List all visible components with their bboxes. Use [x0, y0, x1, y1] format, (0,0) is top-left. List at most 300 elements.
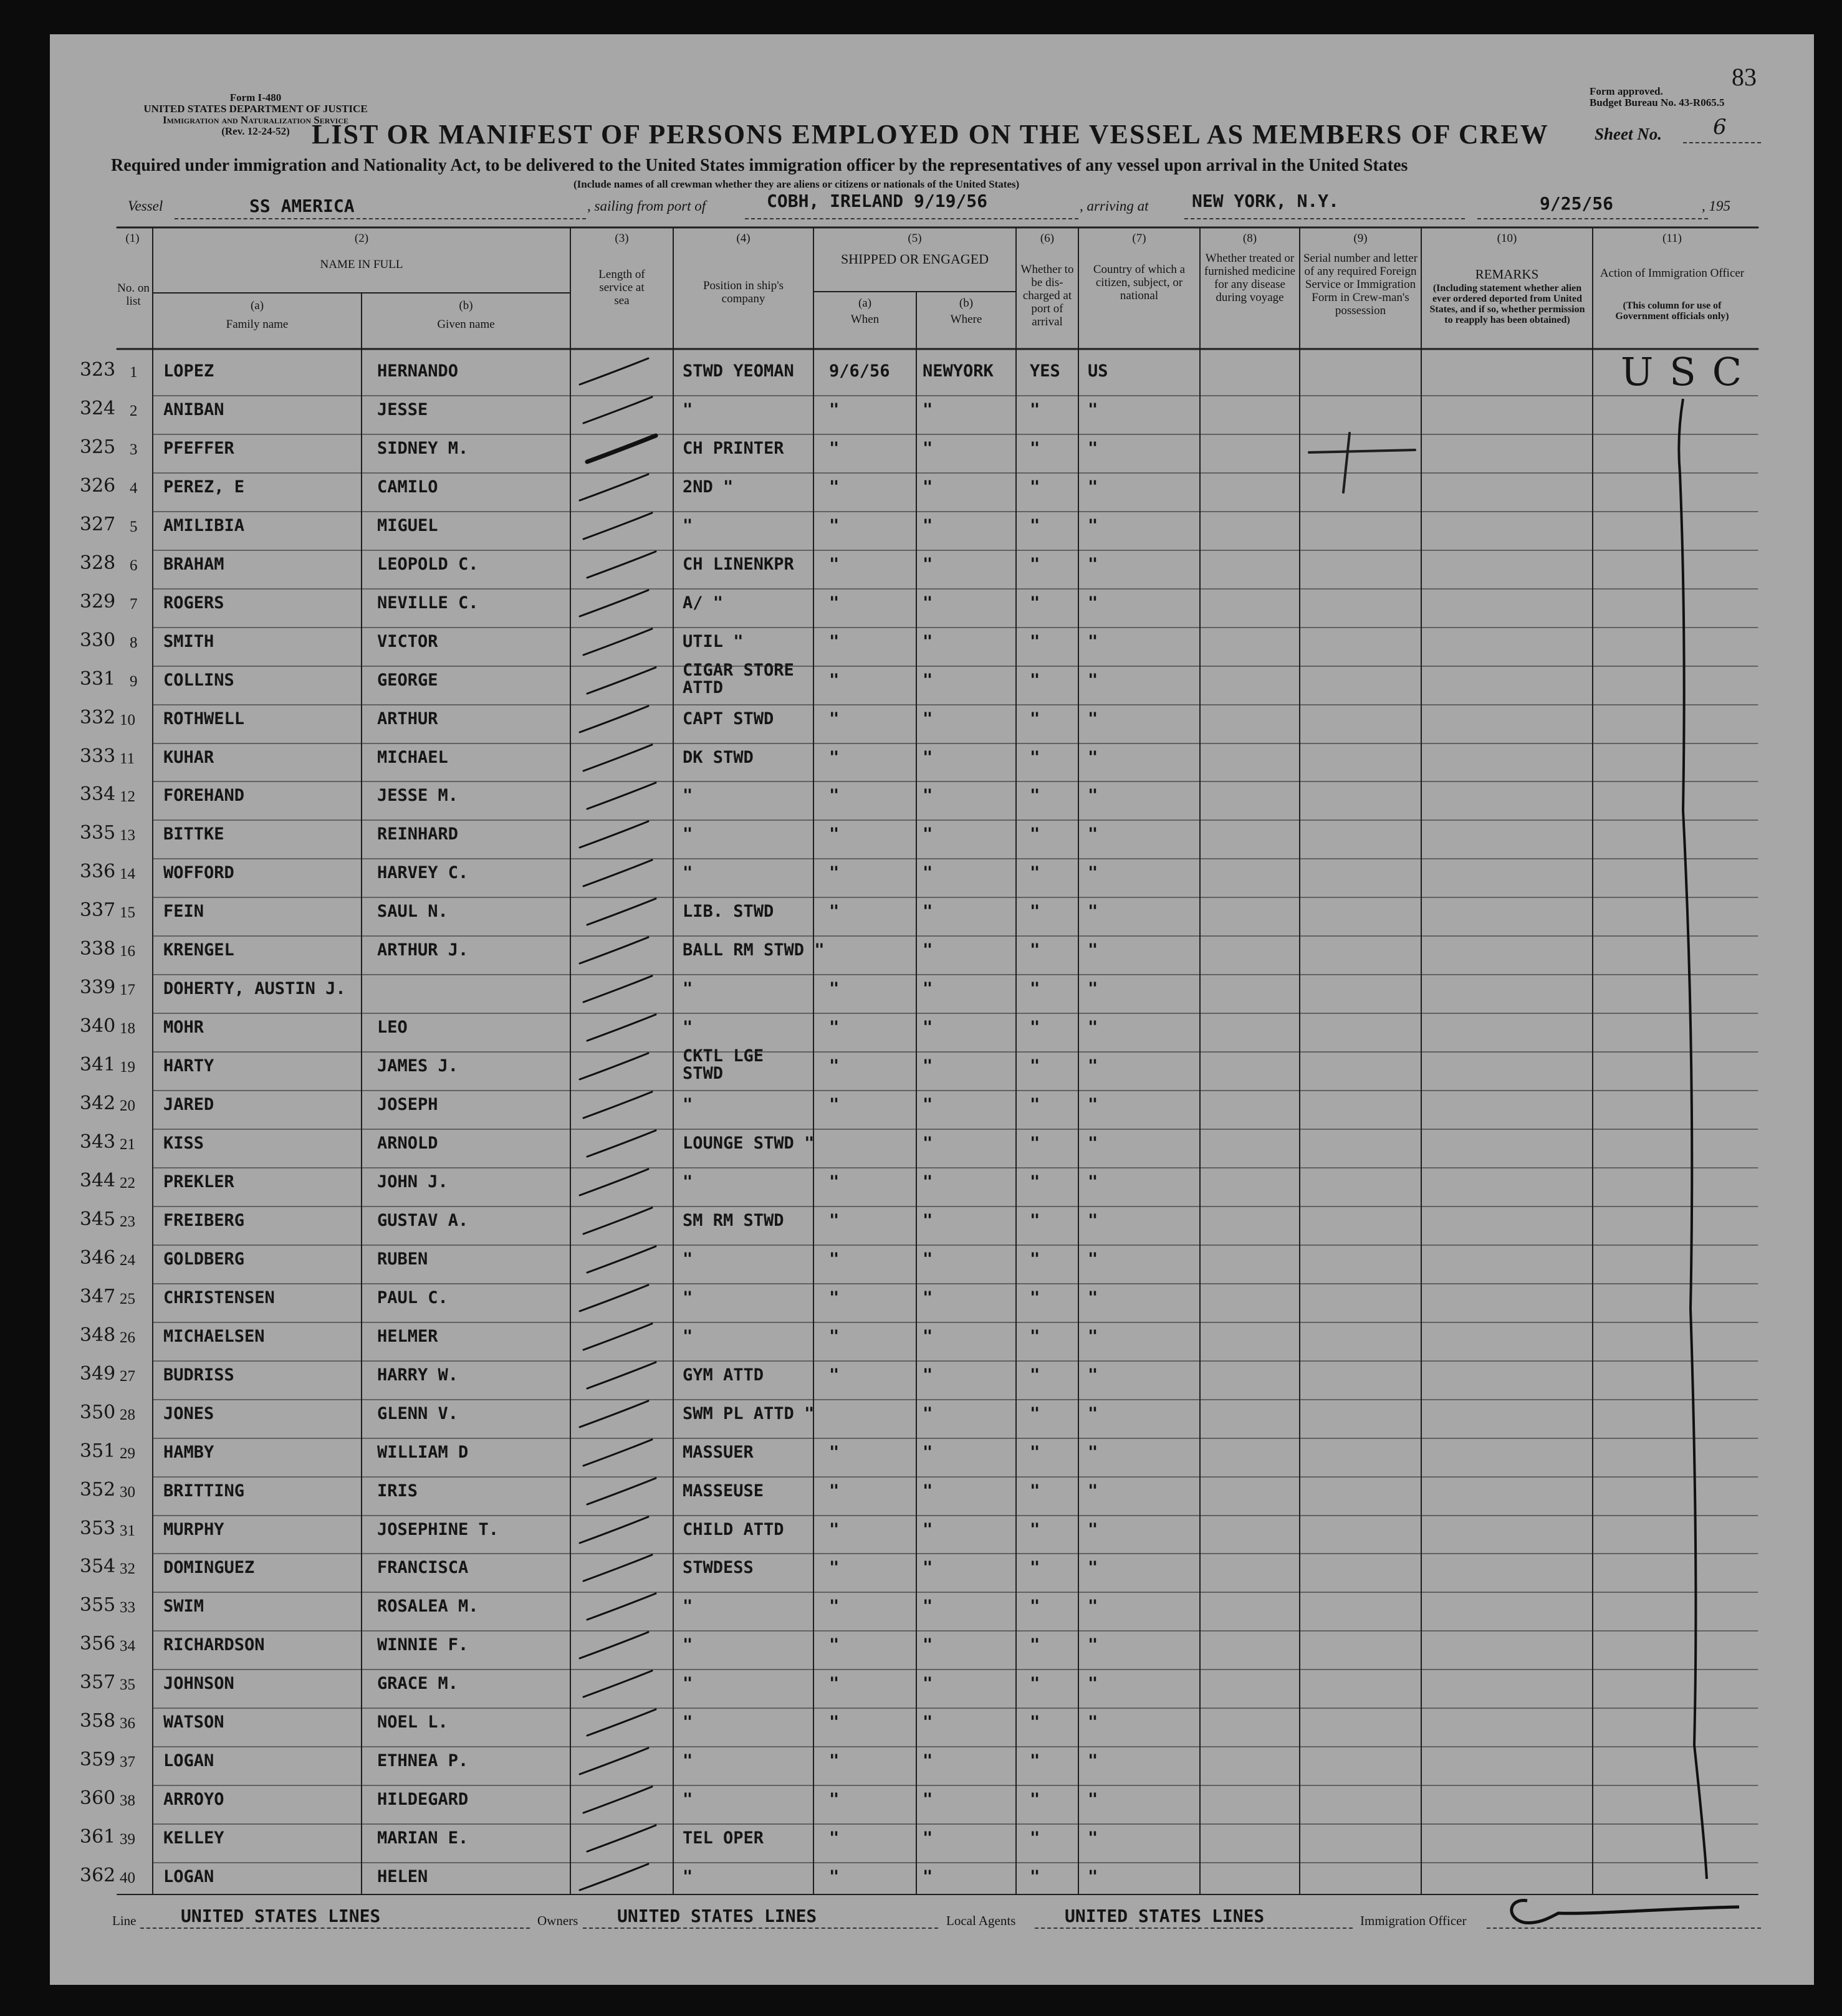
discharged: " — [1030, 1828, 1040, 1848]
col1-header: No. on list — [117, 282, 150, 308]
given-name: HERNANDO — [377, 361, 459, 381]
service-check-mark — [580, 1053, 648, 1079]
country: " — [1088, 824, 1098, 844]
position: UTIL " — [683, 632, 744, 651]
row-list-number: 6 — [130, 557, 138, 574]
family-name: RICHARDSON — [163, 1635, 265, 1655]
col5b-header: Where — [950, 313, 982, 326]
position: " — [683, 786, 693, 805]
given-name: REINHARD — [377, 824, 459, 844]
owners-underline — [583, 1928, 938, 1929]
agents-name: UNITED STATES LINES — [1065, 1906, 1265, 1926]
row-seq-number: 326 — [80, 475, 116, 497]
position: " — [683, 1095, 693, 1114]
service-check-mark — [587, 1709, 656, 1736]
country: " — [1088, 593, 1098, 613]
family-name: LOGAN — [163, 1751, 214, 1770]
given-name: JESSE — [377, 400, 428, 419]
shipped-where: " — [923, 1674, 933, 1693]
page-subtitle: Required under immigration and Nationality Act, to be delivered to the United States immigration officer by the representatives of any vessel upon arrival in the United States — [111, 156, 1408, 175]
country: " — [1088, 1056, 1098, 1076]
col2a-number: (a) — [250, 299, 264, 312]
row-list-number: 26 — [120, 1329, 135, 1346]
budget-bureau: Budget Bureau No. 43-R065.5 — [1590, 97, 1725, 108]
country: " — [1088, 1018, 1098, 1037]
service-check-mark — [580, 1169, 648, 1195]
row-list-number: 7 — [130, 596, 138, 613]
service-check-mark — [580, 821, 648, 848]
row-seq-number: 362 — [80, 1865, 116, 1886]
family-name: ANIBAN — [163, 400, 224, 419]
page-number: 83 — [1732, 63, 1757, 91]
col5a-number: (a) — [858, 297, 872, 310]
given-name: MICHAEL — [377, 748, 448, 767]
line-name: UNITED STATES LINES — [181, 1906, 381, 1926]
row-seq-number: 340 — [80, 1015, 116, 1037]
family-name: KUHAR — [163, 748, 214, 767]
shipped-where: " — [923, 1134, 933, 1153]
crew-note: (Include names of all crewman whether they are aliens or citizens or nationals of the United States) — [573, 178, 1020, 190]
service-check-mark — [580, 590, 648, 616]
discharged: " — [1030, 1365, 1040, 1385]
position-line2: ATTD — [683, 678, 724, 697]
service-check-mark — [587, 1478, 656, 1504]
shipped-where: " — [923, 1056, 933, 1076]
country: " — [1088, 1172, 1098, 1192]
col7-number: (7) — [1132, 232, 1146, 245]
country: " — [1088, 1558, 1098, 1577]
country: " — [1088, 1751, 1098, 1770]
shipped-where: " — [923, 1558, 933, 1577]
given-name: GRACE M. — [377, 1674, 459, 1693]
country: " — [1088, 940, 1098, 960]
country: " — [1088, 1095, 1098, 1114]
country: " — [1088, 555, 1098, 574]
department-name: UNITED STATES DEPARTMENT OF JUSTICE — [143, 103, 368, 115]
row-seq-number: 327 — [80, 514, 116, 535]
family-name: JONES — [163, 1404, 214, 1423]
row-seq-number: 359 — [80, 1749, 116, 1770]
family-name: BRITTING — [163, 1481, 245, 1501]
service-check-mark — [580, 1517, 648, 1543]
shipped-where: " — [923, 1635, 933, 1655]
row-list-number: 28 — [120, 1407, 135, 1423]
country: " — [1088, 1288, 1098, 1307]
position: " — [683, 824, 693, 844]
shipped-where: " — [923, 439, 933, 458]
position: " — [683, 516, 693, 535]
row-seq-number: 345 — [80, 1208, 116, 1230]
service-check-mark — [583, 976, 652, 1002]
given-name: JOSEPH — [377, 1095, 438, 1114]
given-name: MIGUEL — [377, 516, 438, 535]
position: DK STWD — [683, 748, 754, 767]
family-name: SWIM — [163, 1597, 204, 1616]
discharged: " — [1030, 516, 1040, 535]
owners-label: Owners — [537, 1913, 578, 1928]
service-check-mark — [583, 1440, 652, 1466]
row-list-number: 32 — [120, 1560, 135, 1577]
row-seq-number: 361 — [80, 1826, 116, 1848]
row-seq-number: 348 — [80, 1324, 116, 1346]
col2b-number: (b) — [459, 299, 473, 312]
row-list-number: 2 — [130, 403, 138, 419]
row-list-number: 13 — [120, 827, 135, 844]
vessel-label: Vessel — [128, 198, 163, 214]
shipped-when: " — [829, 477, 840, 497]
country: " — [1088, 1404, 1098, 1423]
shipped-where: " — [923, 1751, 933, 1770]
shipped-when: " — [829, 555, 840, 574]
officer-label: Immigration Officer — [1360, 1913, 1467, 1928]
discharged: " — [1030, 748, 1040, 767]
service-check-mark — [587, 667, 656, 694]
shipped-where: " — [923, 1327, 933, 1346]
row-seq-number: 358 — [80, 1710, 116, 1732]
row-list-number: 20 — [120, 1097, 135, 1114]
form-number: Form I-480 — [229, 92, 282, 103]
family-name: LOPEZ — [163, 361, 214, 381]
family-name: LOGAN — [163, 1867, 214, 1886]
row-list-number: 30 — [120, 1484, 135, 1501]
row-list-number: 29 — [120, 1445, 135, 1462]
shipped-where: " — [923, 1172, 933, 1192]
position: " — [683, 1327, 693, 1346]
row-list-number: 21 — [120, 1136, 135, 1153]
arrival-date: 9/25/56 — [1540, 193, 1614, 214]
service-check-mark — [587, 552, 656, 578]
position: " — [683, 863, 693, 882]
row-list-number: 5 — [130, 518, 138, 535]
service-check-mark — [583, 745, 652, 771]
shipped-where: " — [923, 1828, 933, 1848]
discharged: " — [1030, 1481, 1040, 1501]
discharged: " — [1030, 1095, 1040, 1114]
row-list-number: 19 — [120, 1059, 135, 1076]
col2-header: NAME IN FULL — [320, 258, 403, 271]
country: US — [1088, 361, 1108, 381]
sheet-number: 6 — [1713, 115, 1727, 140]
col6-number: (6) — [1040, 232, 1055, 245]
country: " — [1088, 1443, 1098, 1462]
position: " — [683, 979, 693, 998]
discharged: " — [1030, 1018, 1040, 1037]
position: A/ " — [683, 593, 724, 613]
shipped-when: " — [829, 1751, 840, 1770]
discharged: " — [1030, 1249, 1040, 1269]
position: " — [683, 1018, 693, 1037]
row-seq-number: 328 — [80, 552, 116, 574]
shipped-when: " — [829, 439, 840, 458]
service-check-mark — [580, 1401, 648, 1427]
shipped-when: " — [829, 1365, 840, 1385]
discharged: " — [1030, 1404, 1040, 1423]
shipped-where: " — [923, 632, 933, 651]
country: " — [1088, 863, 1098, 882]
col2a-header: Family name — [226, 318, 289, 331]
row-seq-number: 349 — [80, 1363, 116, 1385]
discharged: " — [1030, 1134, 1040, 1153]
service-check-mark — [587, 899, 656, 925]
given-name: RUBEN — [377, 1249, 428, 1269]
service-check-mark — [580, 706, 648, 732]
position: BALL RM STWD " — [683, 940, 825, 960]
shipped-when: " — [829, 1828, 840, 1848]
discharged: " — [1030, 824, 1040, 844]
shipped-where: " — [923, 671, 933, 690]
line-label: Line — [112, 1913, 137, 1928]
country: " — [1088, 632, 1098, 651]
shipped-when: " — [829, 1056, 840, 1076]
position: " — [683, 400, 693, 419]
country: " — [1088, 1635, 1098, 1655]
family-name: ROGERS — [163, 593, 224, 613]
discharged: " — [1030, 1713, 1040, 1732]
col10-number: (10) — [1497, 232, 1517, 245]
form-revision: (Rev. 12-24-52) — [221, 125, 290, 137]
family-name: ARROYO — [163, 1790, 224, 1809]
family-name: HARTY — [163, 1056, 214, 1076]
discharged: " — [1030, 1558, 1040, 1577]
row-list-number: 36 — [120, 1715, 135, 1732]
discharged: " — [1030, 1520, 1040, 1539]
position: " — [683, 1597, 693, 1616]
family-name: KRENGEL — [163, 940, 234, 960]
given-name: ARTHUR J. — [377, 940, 469, 960]
row-seq-number: 333 — [80, 745, 116, 767]
col5b-number: (b) — [959, 297, 974, 310]
discharged: " — [1030, 1211, 1040, 1230]
shipped-when: " — [829, 1520, 840, 1539]
shipped-where: " — [923, 1481, 933, 1501]
row-list-number: 8 — [130, 634, 138, 651]
shipped-where: " — [923, 1288, 933, 1307]
shipped-when: " — [829, 1249, 840, 1269]
owners-name: UNITED STATES LINES — [617, 1906, 817, 1926]
position: CHILD ATTD — [683, 1520, 784, 1539]
row-list-number: 18 — [120, 1020, 135, 1037]
family-name: DOHERTY, AUSTIN J. — [163, 979, 346, 998]
discharged: " — [1030, 555, 1040, 574]
shipped-where: " — [923, 477, 933, 497]
position: 2ND " — [683, 477, 734, 497]
shipped-when: " — [829, 902, 840, 921]
service-check-mark — [583, 1092, 652, 1118]
service-check-mark — [583, 1787, 652, 1813]
family-name: PREKLER — [163, 1172, 234, 1192]
shipped-when: " — [829, 1211, 840, 1230]
family-name: MOHR — [163, 1018, 204, 1037]
shipped-where: " — [923, 786, 933, 805]
country: " — [1088, 786, 1098, 805]
col2-number: (2) — [354, 232, 369, 245]
row-seq-number: 338 — [80, 938, 116, 960]
discharged: " — [1030, 671, 1040, 690]
departure-port: COBH, IRELAND 9/19/56 — [767, 191, 988, 211]
row-list-number: 17 — [120, 982, 135, 998]
sheet-label: Sheet No. — [1595, 125, 1662, 143]
family-name: FOREHAND — [163, 786, 245, 805]
country: " — [1088, 1211, 1098, 1230]
family-name: BITTKE — [163, 824, 224, 844]
row-list-number: 3 — [130, 441, 138, 458]
given-name: ARTHUR — [377, 709, 438, 729]
position: " — [683, 1713, 693, 1732]
ditto-vertical-line — [1679, 399, 1707, 1879]
service-check-mark — [580, 1864, 648, 1890]
service-check-mark — [580, 358, 648, 385]
row-list-number: 1 — [130, 364, 138, 381]
service-check-mark — [587, 1362, 656, 1388]
row-seq-number: 330 — [80, 629, 116, 651]
col9-number: (9) — [1353, 232, 1368, 245]
shipped-where: " — [923, 1443, 933, 1462]
given-name: CAMILO — [377, 477, 438, 497]
shipped-where: " — [923, 979, 933, 998]
shipped-where: " — [923, 593, 933, 613]
discharged: " — [1030, 477, 1040, 497]
row-seq-number: 339 — [80, 977, 116, 998]
row-seq-number: 331 — [80, 668, 116, 690]
service-check-mark — [583, 1671, 652, 1697]
agents-underline — [1035, 1928, 1353, 1929]
discharged: " — [1030, 940, 1040, 960]
country: " — [1088, 516, 1098, 535]
shipped-when: " — [829, 1790, 840, 1809]
shipped-when: " — [829, 1481, 840, 1501]
position: " — [683, 1288, 693, 1307]
given-name: GUSTAV A. — [377, 1211, 469, 1230]
shipped-when: " — [829, 671, 840, 690]
position: STWD YEOMAN — [683, 361, 794, 381]
row-seq-number: 356 — [80, 1633, 116, 1655]
page-title: LIST OR MANIFEST OF PERSONS EMPLOYED ON THE VESSEL AS MEMBERS OF CREW — [312, 119, 1549, 150]
agents-label: Local Agents — [946, 1913, 1016, 1928]
given-name: GEORGE — [377, 671, 438, 690]
year-label: , 195 — [1702, 198, 1730, 214]
officer-signature — [1512, 1900, 1739, 1923]
shipped-when: " — [829, 1674, 840, 1693]
country: " — [1088, 1597, 1098, 1616]
row-list-number: 27 — [120, 1368, 135, 1385]
country: " — [1088, 671, 1098, 690]
shipped-where: " — [923, 709, 933, 729]
shipped-when: 9/6/56 — [829, 361, 890, 381]
row-list-number: 25 — [120, 1291, 135, 1307]
shipped-where: " — [923, 1713, 933, 1732]
discharged: " — [1030, 1288, 1040, 1307]
col1-number: (1) — [125, 232, 140, 245]
service-check-mark — [587, 1593, 656, 1620]
given-name: PAUL C. — [377, 1288, 448, 1307]
discharged: " — [1030, 1751, 1040, 1770]
col5a-header: When — [850, 313, 880, 326]
family-name: DOMINGUEZ — [163, 1558, 255, 1577]
col10-header: REMARKS — [1475, 267, 1539, 282]
discharged: " — [1030, 786, 1040, 805]
row-seq-number: 342 — [80, 1092, 116, 1114]
vessel-name: SS AMERICA — [249, 196, 355, 216]
given-name: HARRY W. — [377, 1365, 459, 1385]
given-name: HELMER — [377, 1327, 438, 1346]
country: " — [1088, 1481, 1098, 1501]
row-seq-number: 335 — [80, 822, 116, 844]
position: TEL OPER — [683, 1828, 764, 1848]
shipped-where: " — [923, 1520, 933, 1539]
discharged: " — [1030, 632, 1040, 651]
family-name: KELLEY — [163, 1828, 224, 1848]
country: " — [1088, 1674, 1098, 1693]
family-name: CHRISTENSEN — [163, 1288, 275, 1307]
row-list-number: 23 — [120, 1213, 135, 1230]
row-list-number: 35 — [120, 1676, 135, 1693]
discharged: " — [1030, 1674, 1040, 1693]
position: " — [683, 1635, 693, 1655]
line-underline — [140, 1928, 530, 1929]
family-name: FEIN — [163, 902, 204, 921]
country: " — [1088, 1828, 1098, 1848]
col3-number: (3) — [615, 232, 629, 245]
service-check-mark — [580, 474, 648, 500]
family-name: MICHAELSEN — [163, 1327, 265, 1346]
shipped-where: " — [923, 555, 933, 574]
position: " — [683, 1172, 693, 1192]
shipped-when: " — [829, 824, 840, 844]
discharged: " — [1030, 863, 1040, 882]
discharged: " — [1030, 1790, 1040, 1809]
shipped-when: " — [829, 632, 840, 651]
col7-header: Country of which a citizen, subject, or national — [1093, 263, 1186, 302]
family-name: PEREZ, E — [163, 477, 245, 497]
col8-header: Whether treated or furnished medicine for any disease during voyage — [1204, 252, 1296, 304]
row-seq-number: 360 — [80, 1787, 116, 1809]
position: CH LINENKPR — [683, 555, 794, 574]
shipped-when: " — [829, 593, 840, 613]
col5-header: SHIPPED OR ENGAGED — [840, 251, 989, 267]
service-check-mark — [587, 783, 656, 809]
family-name: SMITH — [163, 632, 214, 651]
position-line2: STWD — [683, 1064, 724, 1083]
row-list-number: 14 — [120, 866, 135, 882]
shipped-where: " — [923, 1095, 933, 1114]
shipped-when: " — [829, 1288, 840, 1307]
position: SWM PL ATTD " — [683, 1404, 815, 1423]
service-check-mark — [580, 1632, 648, 1658]
shipped-when: " — [829, 1327, 840, 1346]
row-seq-number: 346 — [80, 1247, 116, 1269]
shipped-where: " — [923, 1365, 933, 1385]
family-name: WOFFORD — [163, 863, 234, 882]
shipped-when: " — [829, 1635, 840, 1655]
col9-header: Serial number and letter of any required Foreign Service or Immigration Form in Crew-man's possession — [1303, 252, 1418, 317]
service-name: Immigration and Naturalization Service — [162, 114, 349, 126]
family-name: COLLINS — [163, 671, 234, 690]
shipped-when: " — [829, 1558, 840, 1577]
family-name: HAMBY — [163, 1443, 214, 1462]
position: GYM ATTD — [683, 1365, 764, 1385]
country: " — [1088, 1249, 1098, 1269]
service-check-mark — [583, 1555, 652, 1581]
shipped-when: " — [829, 709, 840, 729]
col11-subheader: (This column for use of Government officials only) — [1615, 300, 1729, 322]
shipped-when: " — [829, 786, 840, 805]
country: " — [1088, 1327, 1098, 1346]
row-list-number: 9 — [130, 673, 138, 690]
country: " — [1088, 748, 1098, 767]
position: CAPT STWD — [683, 709, 774, 729]
row-seq-number: 352 — [80, 1479, 116, 1501]
row-seq-number: 341 — [80, 1054, 116, 1076]
